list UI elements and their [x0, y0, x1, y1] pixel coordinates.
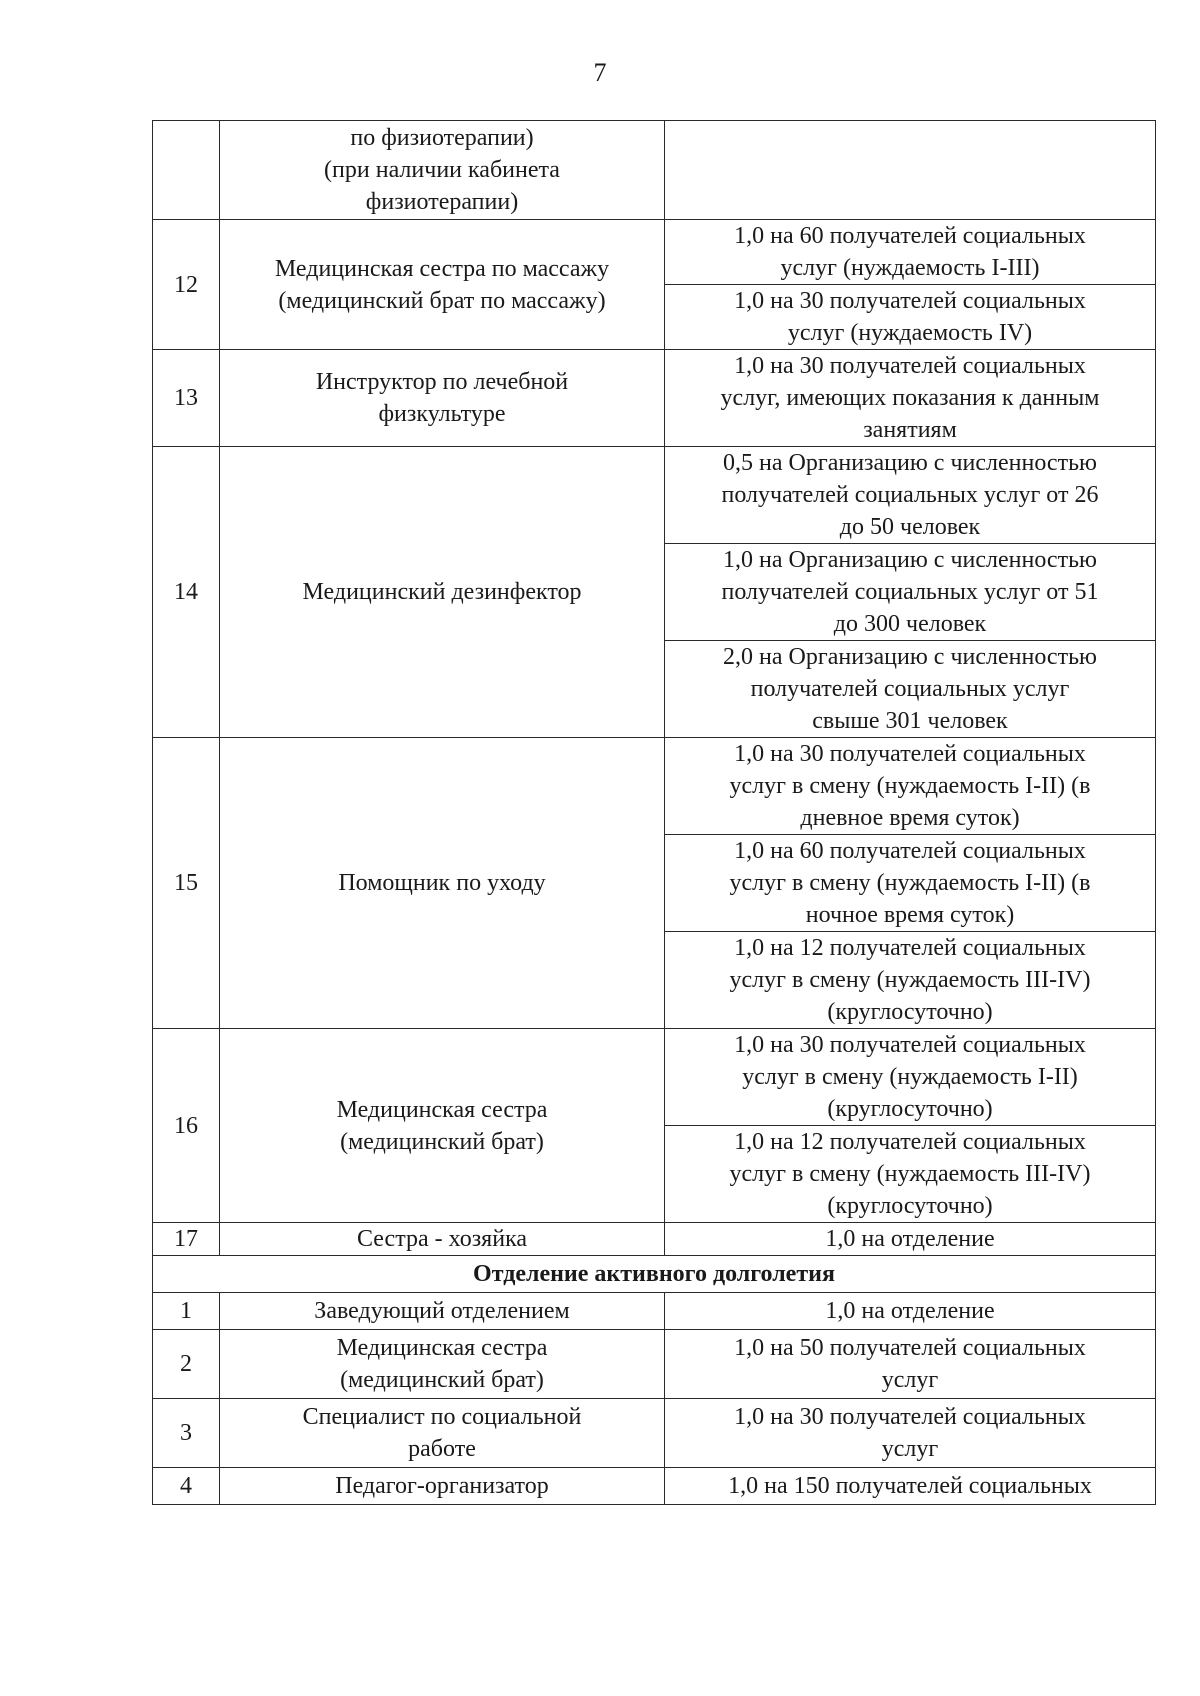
- norm-cell: 1,0 на 12 получателей социальных услуг в смену (нуждаемость III-IV) (круглосуточно): [665, 932, 1156, 1029]
- row-number-cell: 13: [153, 350, 220, 447]
- norm-cell: 1,0 на отделение: [665, 1223, 1156, 1256]
- norm-cell: 1,0 на 30 получателей социальных услуг в смену (нуждаемость I-II) (в дневное время суток): [665, 738, 1156, 835]
- row-number-cell: 16: [153, 1029, 220, 1223]
- row-number-cell: 14: [153, 447, 220, 738]
- table-row: [153, 1029, 1156, 1126]
- norm-cell: 1,0 на 12 получателей социальных услуг в смену (нуждаемость III-IV) (круглосуточно): [665, 1126, 1156, 1223]
- row-number-cell: 3: [153, 1399, 220, 1468]
- norm-cell: 1,0 на 30 получателей социальных услуг, имеющих показания к данным занятиям: [665, 350, 1156, 447]
- norm-cell: 1,0 на 60 получателей социальных услуг в смену (нуждаемость I-II) (в ночное время суток): [665, 835, 1156, 932]
- position-cell: Помощник по уходу: [220, 738, 665, 1029]
- position-cell: Заведующий отделением: [220, 1293, 665, 1330]
- row-number-cell: 4: [153, 1468, 220, 1505]
- row-number-cell: 1: [153, 1293, 220, 1330]
- position-cell: Педагог-организатор: [220, 1468, 665, 1505]
- row-number-cell: [153, 121, 220, 220]
- norm-cell: 1,0 на 30 получателей социальных услуг в смену (нуждаемость I-II) (круглосуточно): [665, 1029, 1156, 1126]
- position-cell: Специалист по социальной работе: [220, 1399, 665, 1468]
- position-cell: Инструктор по лечебной физкультуре: [220, 350, 665, 447]
- table-row: [153, 447, 1156, 544]
- norm-cell: [665, 121, 1156, 220]
- table-row: [153, 350, 1156, 447]
- table-row: [153, 1330, 1156, 1399]
- position-cell: по физиотерапии) (при наличии кабинета физиотерапии): [220, 121, 665, 220]
- position-cell: Медицинская сестра (медицинский брат): [220, 1330, 665, 1399]
- table-row: [153, 738, 1156, 835]
- norm-cell: 1,0 на 30 получателей социальных услуг: [665, 1399, 1156, 1468]
- row-number-cell: 15: [153, 738, 220, 1029]
- norm-cell: 1,0 на отделение: [665, 1293, 1156, 1330]
- table-row: [153, 1468, 1156, 1505]
- section-header-row: [153, 1256, 1156, 1293]
- position-cell: Медицинская сестра по массажу (медицинский брат по массажу): [220, 220, 665, 350]
- table-row-continuation: [153, 121, 1156, 220]
- table-body: [153, 121, 1156, 1505]
- table-row: [153, 1399, 1156, 1468]
- norm-cell: 1,0 на Организацию с численностью получателей социальных услуг от 51 до 300 человек: [665, 544, 1156, 641]
- page-number: 7: [593, 58, 607, 87]
- staffing-norms-table: [152, 120, 1156, 1505]
- table-row: [153, 220, 1156, 285]
- table-row: [153, 1223, 1156, 1256]
- norm-cell: 1,0 на 150 получателей социальных: [665, 1468, 1156, 1505]
- norm-cell: 1,0 на 50 получателей социальных услуг: [665, 1330, 1156, 1399]
- row-number-cell: 17: [153, 1223, 220, 1256]
- row-number-cell: 12: [153, 220, 220, 350]
- table-row: [153, 1293, 1156, 1330]
- norm-cell: 1,0 на 60 получателей социальных услуг (нуждаемость I-III): [665, 220, 1156, 285]
- row-number-cell: 2: [153, 1330, 220, 1399]
- position-cell: Сестра - хозяйка: [220, 1223, 665, 1256]
- norm-cell: 0,5 на Организацию с численностью получателей социальных услуг от 26 до 50 человек: [665, 447, 1156, 544]
- section-title: Отделение активного долголетия: [153, 1256, 1156, 1293]
- norm-cell: 2,0 на Организацию с численностью получателей социальных услуг свыше 301 человек: [665, 641, 1156, 738]
- position-cell: Медицинский дезинфектор: [220, 447, 665, 738]
- norm-cell: 1,0 на 30 получателей социальных услуг (нуждаемость IV): [665, 285, 1156, 350]
- position-cell: Медицинская сестра (медицинский брат): [220, 1029, 665, 1223]
